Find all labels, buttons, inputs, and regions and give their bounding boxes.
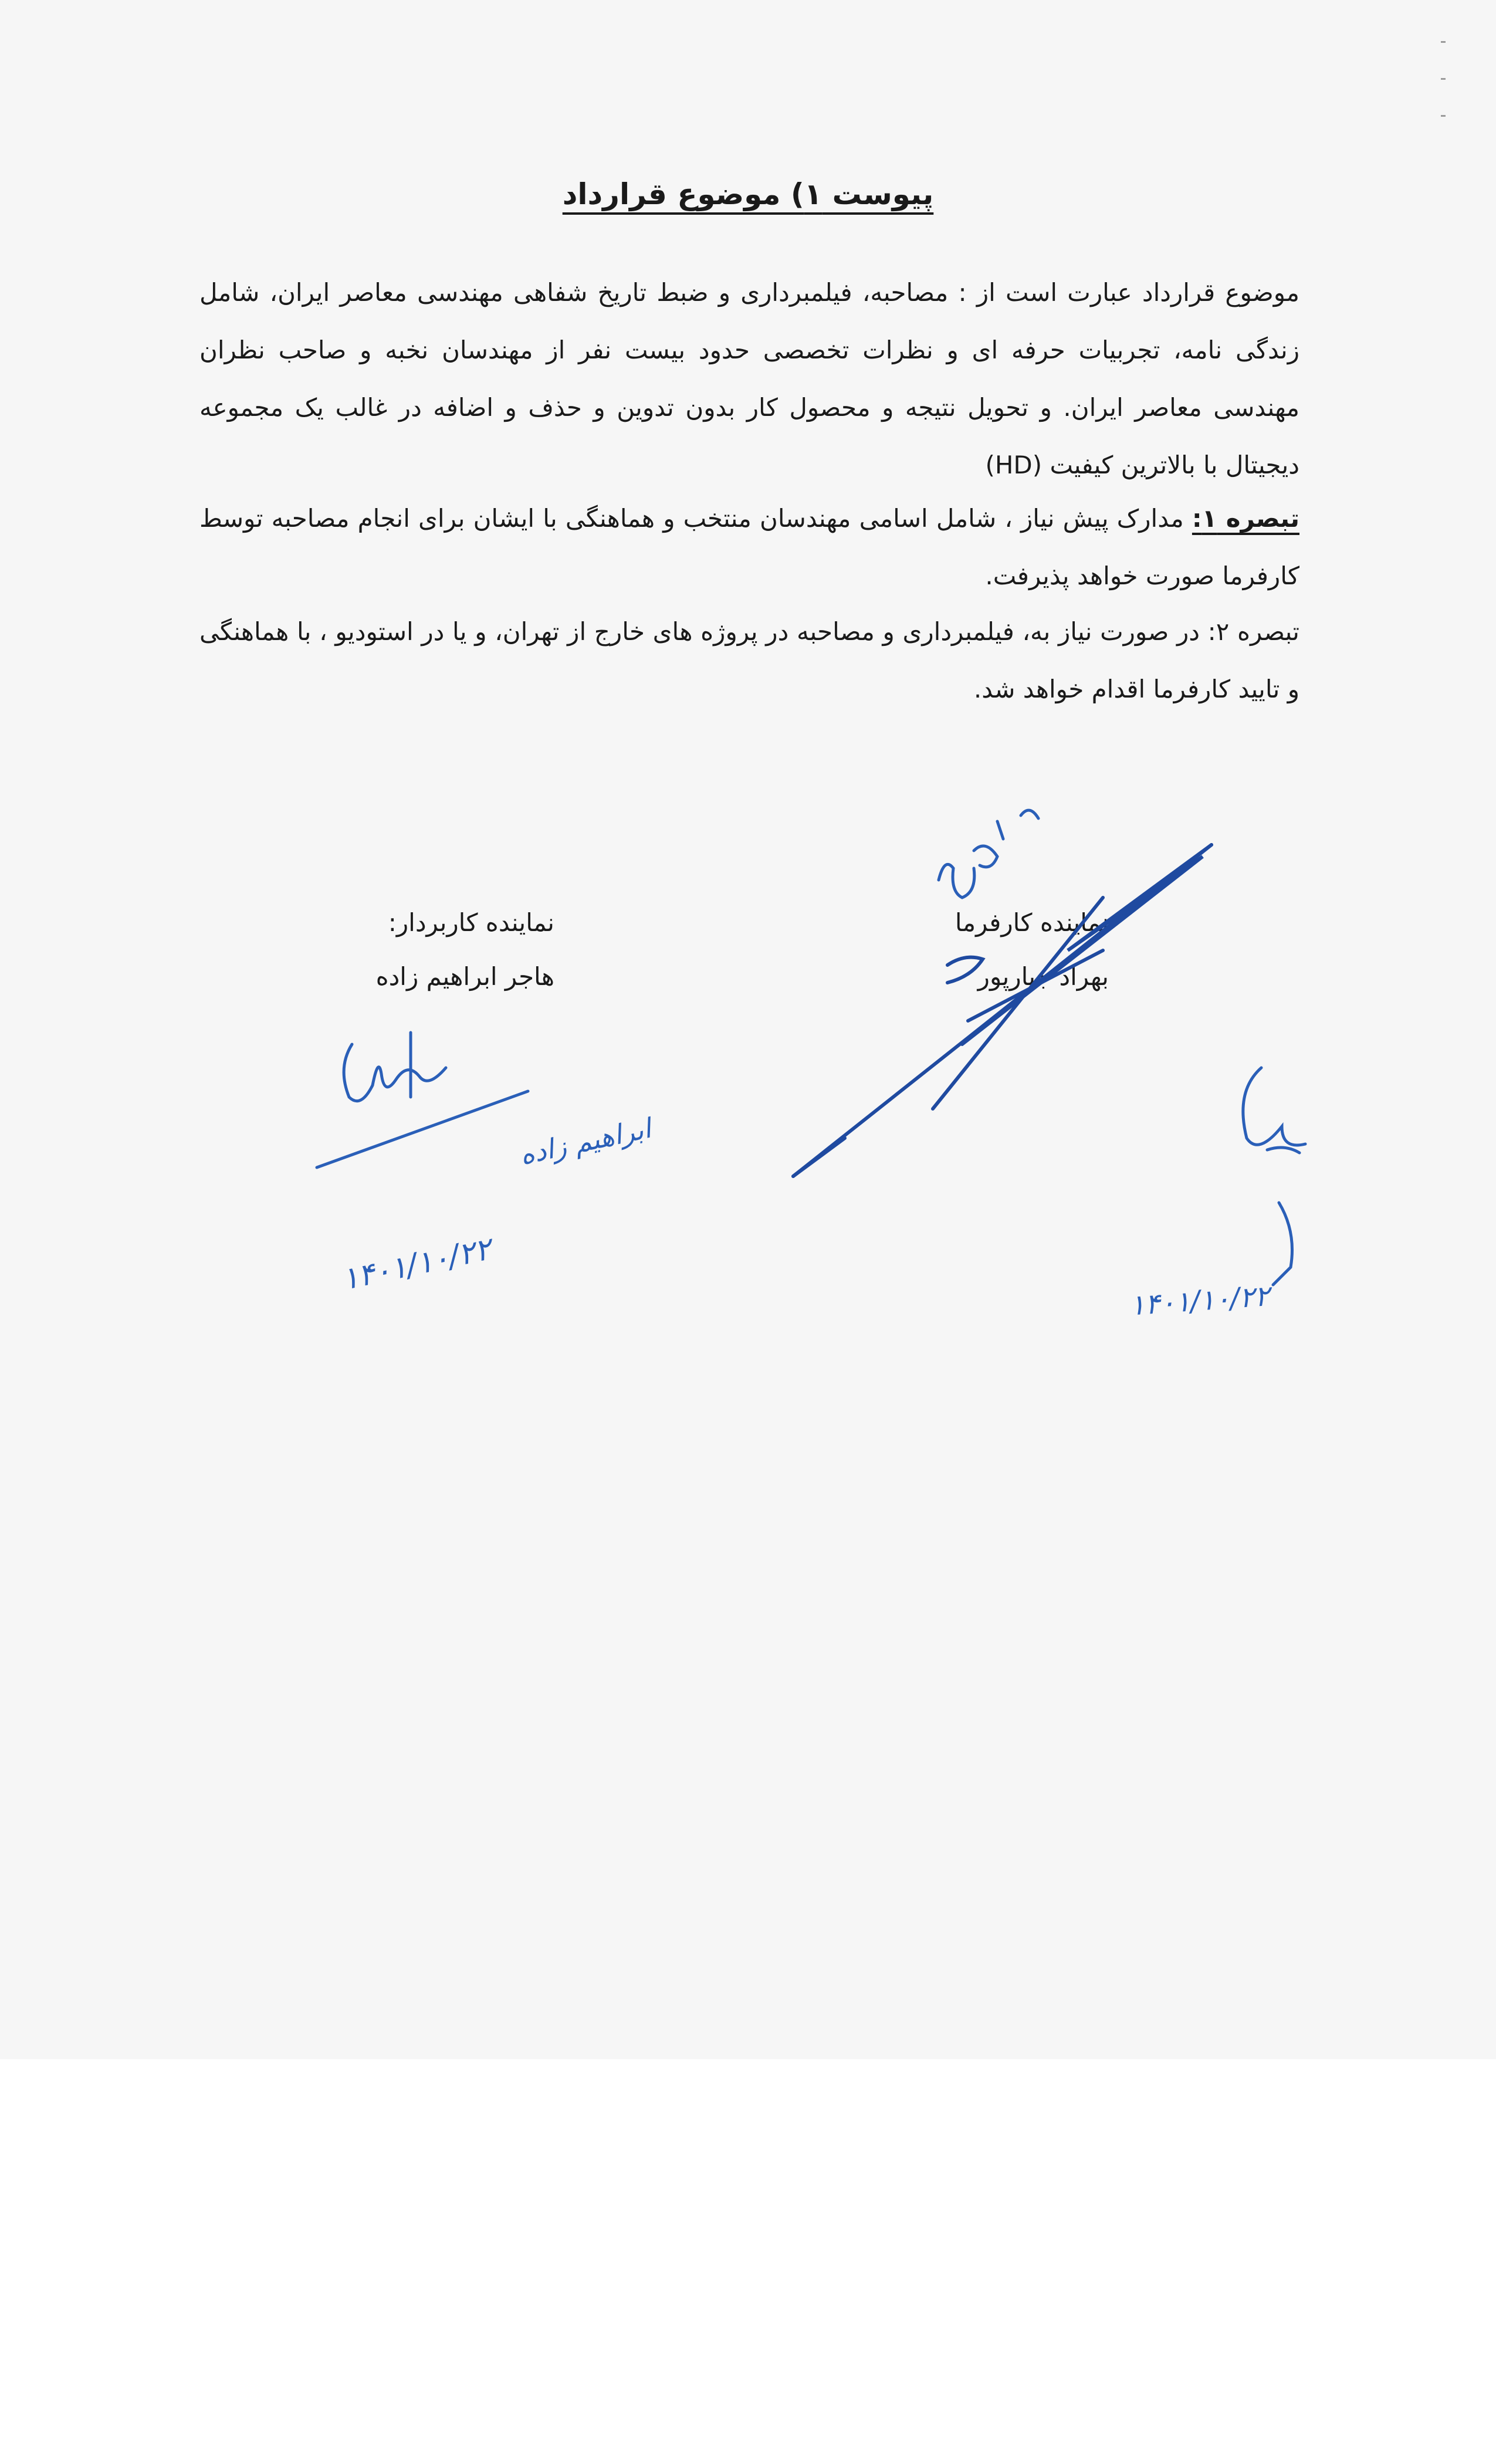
note-2-paragraph: تبصره ۲: در صورت نیاز به، فیلمبرداری و مصاحبه در پروژه های خارج از تهران، و یا در استودیو ، با هماهنگی و تایید کارفرما اقدام خواهد شد. bbox=[199, 617, 1299, 703]
contractor-representative-label: نماینده کاربردار: bbox=[388, 908, 554, 937]
contractor-signature bbox=[317, 1033, 528, 1167]
client-representative-label: نماینده کارفرما bbox=[955, 908, 1109, 937]
contractor-date-text: ۱۴۰۱/۱۰/۲۲ bbox=[339, 1231, 495, 1298]
contractor-representative-name: هاجر ابراهیم زاده bbox=[375, 962, 554, 991]
client-representative-name: بهراد جبارپور bbox=[977, 962, 1109, 991]
client-handwritten-note bbox=[939, 810, 1038, 898]
note-1-label: تبصره ۱: bbox=[1192, 504, 1299, 533]
client-initials bbox=[1243, 1068, 1305, 1285]
contractor-handwritten-name bbox=[517, 1112, 656, 1172]
scan-mark bbox=[1441, 78, 1446, 80]
scan-edge-marks bbox=[1431, 41, 1455, 194]
scan-mark bbox=[1441, 115, 1446, 117]
contractor-handwritten-name-text: ابراهیم زاده bbox=[517, 1112, 654, 1171]
document-title-text: پیوست ۱) موضوع قرارداد bbox=[562, 177, 934, 211]
client-date-text: ۱۴۰۱/۱۰/۲۲ bbox=[1128, 1280, 1271, 1322]
client-handwritten-date bbox=[1129, 1280, 1274, 1322]
contractor-handwritten-date bbox=[339, 1231, 497, 1298]
scan-mark bbox=[1441, 41, 1446, 43]
note-1-text: مدارک پیش نیاز ، شامل اسامی مهندسان منتخب و هماهنگی با ایشان برای انجام مصاحبه توسط کارفرما صورت خواهد پذیرفت. bbox=[199, 504, 1299, 590]
intro-paragraph: موضوع قرارداد عبارت است از : مصاحبه، فیلمبرداری و ضبط تاریخ شفاهی مهندسی معاصر ایران، شامل زندگی نامه، تجربیات حرفه ای و نظرات تخصصی حدود بیست نفر از مهندسان نخبه و صاحب نظران مهندسی معاصر ایران. و تحویل نتیجه و محصول کار بدون تدوین و حذف و اضافه در غالب یک مجموعه دیجیتال با بالاترین کیفیت (HD) bbox=[199, 278, 1299, 479]
client-signature bbox=[793, 845, 1211, 1176]
